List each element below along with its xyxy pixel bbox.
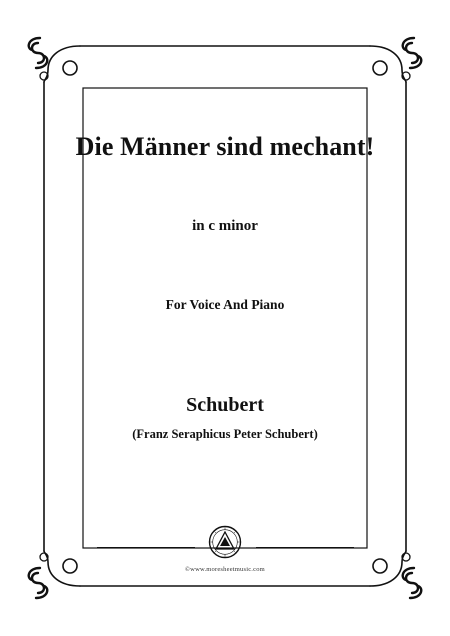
top-right-scroll-loop — [373, 61, 387, 75]
composer-full-name: (Franz Seraphicus Peter Schubert) — [132, 427, 318, 441]
outer-frame-line — [44, 46, 406, 586]
instrumentation-label: For Voice And Piano — [165, 297, 285, 312]
page-title: Die Männer sind mechant! — [75, 132, 375, 161]
top-right-s-ornament-icon — [403, 38, 422, 68]
website-credit: ©www.moresheetmusic.com — [185, 566, 265, 573]
top-left-corner-curl — [44, 46, 80, 82]
footer-rule-right — [256, 547, 354, 548]
footer-rule-left — [97, 547, 195, 548]
key-signature-label: in c minor — [192, 218, 258, 234]
top-left-s-ornament-icon — [29, 38, 48, 68]
composer-name: Schubert — [186, 394, 264, 416]
top-right-corner-curl — [370, 46, 406, 82]
top-left-scroll-loop — [63, 61, 77, 75]
moresheetmusic-logo-icon — [208, 525, 242, 559]
